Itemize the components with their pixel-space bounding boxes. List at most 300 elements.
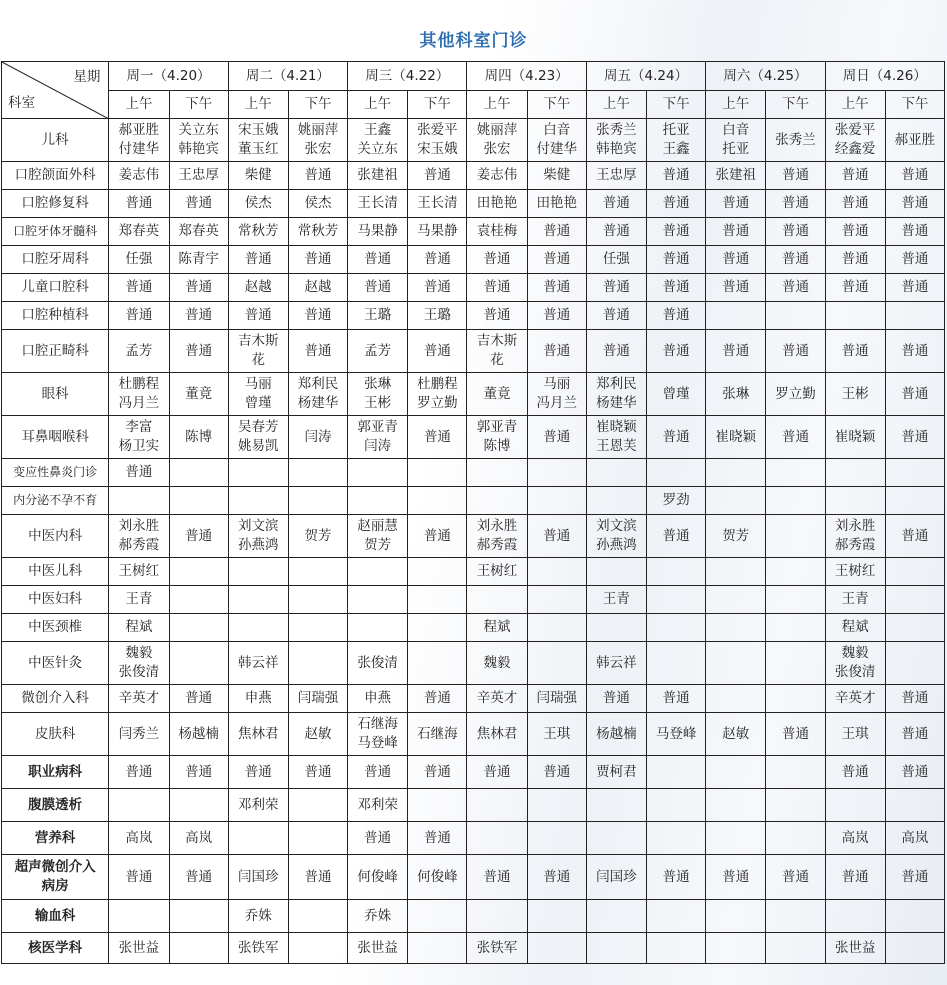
- doctor-name: 崔晓颖: [834, 428, 876, 445]
- doctor-name: 崔晓颖: [596, 419, 637, 435]
- doctor-name: 普通: [722, 251, 750, 267]
- doctor-name: 赵丽慧: [357, 518, 398, 534]
- schedule-cell: [467, 218, 527, 246]
- schedule-cell: [228, 330, 288, 373]
- doctor-name: 闫国珍: [238, 868, 279, 885]
- schedule-cell: [706, 190, 766, 218]
- schedule-row: [2, 162, 945, 190]
- schedule-cell: [169, 373, 228, 416]
- schedule-cell: [766, 586, 825, 614]
- doctor-name: 侯杰: [304, 195, 332, 211]
- doctor-name: 石继海: [417, 725, 458, 742]
- doctor-name: 刘永胜: [834, 518, 876, 534]
- schedule-cell: [647, 330, 706, 373]
- doctor-name: 郑春英: [118, 223, 160, 239]
- schedule-cell: [647, 789, 706, 822]
- schedule-cell: [706, 789, 766, 822]
- schedule-cell: [169, 586, 228, 614]
- schedule-cell: [825, 822, 885, 855]
- schedule-cell: [647, 642, 706, 685]
- schedule-cell: [706, 685, 766, 713]
- schedule-cell: [109, 900, 169, 933]
- doctor-name: 普通: [841, 195, 869, 211]
- schedule-cell: [647, 855, 706, 900]
- schedule-cell: [706, 558, 766, 586]
- schedule-cell: [408, 515, 467, 558]
- schedule-cell: [109, 855, 169, 900]
- schedule-cell: [169, 330, 228, 373]
- schedule-cell: [408, 713, 467, 756]
- schedule-row: [2, 614, 945, 642]
- schedule-cell: [408, 373, 467, 416]
- doctor-name: 高岚: [185, 829, 213, 846]
- schedule-cell: [228, 586, 288, 614]
- doctor-name: 王恩芙: [596, 438, 637, 454]
- doctor-name: 郝秀霞: [476, 537, 518, 553]
- doctor-name: 高岚: [901, 829, 929, 846]
- schedule-cell: [825, 515, 885, 558]
- schedule-cell: [169, 302, 228, 330]
- doctor-name: 普通: [364, 279, 392, 295]
- day-header: 周二（4.21）: [228, 62, 347, 91]
- schedule-cell: [527, 614, 586, 642]
- doctor-name: 普通: [781, 868, 809, 885]
- doctor-name: 吉木斯: [238, 333, 279, 349]
- doctor-name: 普通: [662, 342, 690, 359]
- doctor-name: 张琳: [722, 385, 750, 402]
- doctor-name: 普通: [781, 195, 809, 211]
- doctor-name: 乔姝: [364, 907, 392, 924]
- schedule-cell: [109, 487, 169, 515]
- schedule-cell: [288, 933, 347, 964]
- schedule-cell: [766, 246, 825, 274]
- schedule-cell: [228, 713, 288, 756]
- schedule-cell: [408, 162, 467, 190]
- dept-name: 内分泌不孕不育: [2, 487, 109, 515]
- schedule-cell: [228, 416, 288, 459]
- dept-name: 皮肤科: [2, 713, 109, 756]
- doctor-name: 闫瑞强: [297, 690, 339, 706]
- schedule-cell: [586, 586, 646, 614]
- doctor-name: 普通: [304, 868, 332, 885]
- schedule-cell: [766, 416, 825, 459]
- schedule-cell: [766, 190, 825, 218]
- schedule-cell: [408, 558, 467, 586]
- schedule-cell: [467, 933, 527, 964]
- dept-name: 营养科: [2, 822, 109, 855]
- doctor-name: 郑春英: [178, 223, 219, 239]
- doctor-name: 刘文滨: [238, 518, 279, 534]
- schedule-cell: [169, 713, 228, 756]
- schedule-cell: [467, 614, 527, 642]
- schedule-cell: [527, 900, 586, 933]
- schedule-cell: [348, 162, 408, 190]
- doctor-name: 宋玉娥: [417, 141, 458, 157]
- day-header: 周三（4.22）: [348, 62, 467, 91]
- schedule-cell: [348, 515, 408, 558]
- dept-name-line: 超声微创介入: [14, 859, 96, 875]
- schedule-cell: [228, 933, 288, 964]
- schedule-cell: [408, 933, 467, 964]
- doctor-name: 普通: [483, 307, 511, 323]
- doctor-name: 普通: [662, 195, 690, 211]
- doctor-name: 任强: [602, 251, 630, 267]
- doctor-name: 普通: [125, 279, 153, 295]
- doctor-name: 普通: [543, 763, 571, 780]
- doctor-name: 普通: [423, 428, 451, 445]
- schedule-cell: [169, 756, 228, 789]
- schedule-cell: [647, 459, 706, 487]
- doctor-name: 贾柯君: [596, 763, 637, 780]
- doctor-name: 托亚: [662, 122, 690, 138]
- schedule-cell: [766, 900, 825, 933]
- doctor-name: 杨卫实: [118, 438, 160, 454]
- schedule-cell: [467, 900, 527, 933]
- schedule-cell: [766, 515, 825, 558]
- schedule-cell: [706, 756, 766, 789]
- schedule-cell: [348, 274, 408, 302]
- doctor-name: 郝秀霞: [118, 537, 160, 553]
- dept-name: 腹膜透析: [2, 789, 109, 822]
- schedule-cell: [527, 416, 586, 459]
- schedule-cell: [348, 459, 408, 487]
- schedule-cell: [527, 586, 586, 614]
- doctor-name: 关立东: [178, 122, 219, 138]
- doctor-name: 普通: [781, 223, 809, 239]
- schedule-cell: [408, 789, 467, 822]
- doctor-name: 普通: [125, 763, 153, 780]
- schedule-cell: [885, 900, 944, 933]
- doctor-name: 王忠厚: [596, 167, 637, 183]
- schedule-cell: [766, 218, 825, 246]
- doctor-name: 张铁军: [476, 939, 518, 956]
- dept-name: 口腔正畸科: [2, 330, 109, 373]
- schedule-cell: [109, 713, 169, 756]
- schedule-row: [2, 246, 945, 274]
- schedule-table: [1, 61, 945, 964]
- schedule-cell: [169, 685, 228, 713]
- doctor-name: 普通: [185, 307, 213, 323]
- doctor-name: 白音: [543, 122, 571, 138]
- schedule-row: [2, 685, 945, 713]
- dept-name: 口腔牙体牙髓科: [2, 218, 109, 246]
- schedule-cell: [766, 713, 825, 756]
- doctor-name: 普通: [901, 725, 929, 742]
- doctor-name: 张世益: [118, 939, 160, 956]
- doctor-name: 普通: [423, 527, 451, 544]
- schedule-cell: [885, 162, 944, 190]
- afternoon-header: 下午: [766, 91, 825, 119]
- doctor-name: 王忠厚: [178, 167, 219, 183]
- schedule-cell: [527, 822, 586, 855]
- schedule-cell: [109, 162, 169, 190]
- schedule-cell: [527, 162, 586, 190]
- schedule-row: [2, 302, 945, 330]
- doctor-name: 张宏: [304, 141, 332, 157]
- doctor-name: 赵敏: [304, 725, 332, 742]
- schedule-cell: [228, 218, 288, 246]
- doctor-name: 杨建华: [297, 395, 339, 411]
- doctor-name: 曾瑾: [244, 395, 272, 411]
- doctor-name: 普通: [244, 763, 272, 780]
- schedule-cell: [706, 855, 766, 900]
- doctor-name: 王琪: [841, 725, 869, 742]
- doctor-name: 托亚: [722, 141, 750, 157]
- doctor-name: 王长清: [417, 195, 458, 211]
- schedule-cell: [706, 274, 766, 302]
- doctor-name: 普通: [901, 223, 929, 239]
- day-header: 周五（4.24）: [586, 62, 705, 91]
- doctor-name: 普通: [662, 868, 690, 885]
- doctor-name: 普通: [901, 527, 929, 544]
- doctor-name: 普通: [364, 763, 392, 780]
- schedule-cell: [169, 487, 228, 515]
- doctor-name: 王彬: [841, 385, 869, 402]
- schedule-cell: [527, 246, 586, 274]
- schedule-cell: [228, 756, 288, 789]
- doctor-name: 普通: [423, 167, 451, 183]
- schedule-cell: [228, 487, 288, 515]
- schedule-row: [2, 330, 945, 373]
- schedule-row: [2, 586, 945, 614]
- doctor-name: 普通: [901, 195, 929, 211]
- schedule-cell: [228, 119, 288, 162]
- morning-header: 上午: [228, 91, 288, 119]
- dept-name: 口腔修复科: [2, 190, 109, 218]
- schedule-cell: [348, 218, 408, 246]
- schedule-row: [2, 713, 945, 756]
- corner-weekday-label: 星期: [73, 69, 101, 85]
- schedule-cell: [647, 685, 706, 713]
- schedule-cell: [885, 330, 944, 373]
- doctor-name: 张宏: [483, 141, 511, 157]
- doctor-name: 辛英才: [118, 690, 160, 706]
- doctor-name: 杨建华: [596, 395, 637, 411]
- dept-name: 中医内科: [2, 515, 109, 558]
- schedule-cell: [228, 558, 288, 586]
- schedule-cell: [228, 789, 288, 822]
- doctor-name: 常秋芳: [297, 223, 339, 239]
- doctor-name: 普通: [901, 342, 929, 359]
- schedule-row: [2, 515, 945, 558]
- schedule-cell: [348, 416, 408, 459]
- schedule-cell: [647, 515, 706, 558]
- schedule-cell: [109, 558, 169, 586]
- corner-dept-label: 科室: [8, 95, 35, 111]
- schedule-cell: [228, 822, 288, 855]
- schedule-cell: [586, 330, 646, 373]
- doctor-name: 赵敏: [722, 725, 750, 742]
- schedule-cell: [228, 642, 288, 685]
- doctor-name: 普通: [125, 464, 153, 480]
- header-row-halves: [2, 91, 945, 119]
- schedule-cell: [647, 373, 706, 416]
- schedule-cell: [408, 330, 467, 373]
- schedule-cell: [467, 373, 527, 416]
- schedule-row: [2, 119, 945, 162]
- schedule-cell: [586, 855, 646, 900]
- doctor-name: 普通: [901, 385, 929, 402]
- schedule-cell: [586, 373, 646, 416]
- schedule-cell: [288, 614, 347, 642]
- doctor-name: 普通: [662, 428, 690, 445]
- doctor-name: 普通: [304, 342, 332, 359]
- doctor-name: 姜志伟: [476, 167, 518, 183]
- schedule-cell: [706, 933, 766, 964]
- schedule-cell: [467, 119, 527, 162]
- schedule-cell: [408, 218, 467, 246]
- schedule-cell: [766, 487, 825, 515]
- doctor-name: 普通: [841, 868, 869, 885]
- dept-name: 职业病科: [2, 756, 109, 789]
- doctor-name: 普通: [602, 690, 630, 706]
- schedule-cell: [228, 302, 288, 330]
- schedule-cell: [527, 789, 586, 822]
- doctor-name: 张世益: [834, 939, 876, 956]
- doctor-name: 普通: [304, 307, 332, 323]
- schedule-cell: [885, 373, 944, 416]
- doctor-name: 张俊清: [834, 664, 876, 680]
- schedule-cell: [467, 416, 527, 459]
- schedule-cell: [885, 515, 944, 558]
- doctor-name: 辛英才: [834, 690, 876, 706]
- schedule-cell: [766, 933, 825, 964]
- schedule-cell: [885, 246, 944, 274]
- schedule-cell: [825, 218, 885, 246]
- schedule-cell: [586, 218, 646, 246]
- schedule-cell: [706, 162, 766, 190]
- schedule-cell: [825, 190, 885, 218]
- schedule-cell: [647, 756, 706, 789]
- schedule-cell: [408, 642, 467, 685]
- schedule-cell: [467, 190, 527, 218]
- doctor-name: 田艳艳: [536, 195, 577, 211]
- doctor-name: 普通: [901, 167, 929, 183]
- schedule-cell: [228, 459, 288, 487]
- schedule-cell: [408, 190, 467, 218]
- morning-header: 上午: [825, 91, 885, 119]
- schedule-cell: [109, 459, 169, 487]
- schedule-row: [2, 855, 945, 900]
- schedule-cell: [348, 246, 408, 274]
- schedule-cell: [348, 330, 408, 373]
- schedule-row: [2, 900, 945, 933]
- schedule-cell: [109, 933, 169, 964]
- schedule-cell: [527, 218, 586, 246]
- schedule-cell: [288, 190, 347, 218]
- dept-name: 耳鼻咽喉科: [2, 416, 109, 459]
- morning-header: 上午: [706, 91, 766, 119]
- schedule-cell: [885, 119, 944, 162]
- dept-name: 输血科: [2, 900, 109, 933]
- schedule-cell: [408, 685, 467, 713]
- schedule-cell: [586, 558, 646, 586]
- doctor-name: 郝亚胜: [894, 131, 936, 148]
- doctor-name: 普通: [722, 223, 750, 239]
- schedule-cell: [288, 373, 347, 416]
- doctor-name: 邓利荣: [238, 796, 279, 813]
- schedule-cell: [288, 713, 347, 756]
- schedule-cell: [169, 190, 228, 218]
- schedule-cell: [706, 586, 766, 614]
- schedule-cell: [586, 274, 646, 302]
- schedule-cell: [467, 558, 527, 586]
- doctor-name: 陈博: [185, 428, 213, 445]
- doctor-name: 花: [490, 352, 504, 368]
- doctor-name: 普通: [841, 167, 869, 183]
- doctor-name: 普通: [841, 251, 869, 267]
- doctor-name: 闫国珍: [596, 868, 637, 885]
- schedule-cell: [825, 789, 885, 822]
- doctor-name: 李富: [125, 419, 153, 435]
- doctor-name: 何俊峰: [417, 868, 458, 885]
- schedule-cell: [527, 855, 586, 900]
- doctor-name: 普通: [244, 251, 272, 267]
- schedule-cell: [825, 933, 885, 964]
- doctor-name: 王树红: [118, 563, 160, 579]
- doctor-name: 杜鹏程: [417, 376, 458, 392]
- schedule-cell: [647, 614, 706, 642]
- schedule-cell: [408, 756, 467, 789]
- schedule-cell: [109, 373, 169, 416]
- doctor-name: 姚丽萍: [297, 122, 339, 138]
- schedule-cell: [288, 459, 347, 487]
- schedule-cell: [348, 900, 408, 933]
- doctor-name: 郑利民: [596, 376, 637, 392]
- schedule-cell: [825, 756, 885, 789]
- doctor-name: 普通: [185, 527, 213, 544]
- doctor-name: 韩艳宾: [596, 141, 637, 157]
- dept-name: 微创介入科: [2, 685, 109, 713]
- schedule-cell: [766, 642, 825, 685]
- dept-name: 口腔种植科: [2, 302, 109, 330]
- doctor-name: 普通: [423, 690, 451, 706]
- schedule-cell: [109, 119, 169, 162]
- schedule-cell: [169, 822, 228, 855]
- dept-name: 中医颈椎: [2, 614, 109, 642]
- schedule-cell: [586, 515, 646, 558]
- doctor-name: 张秀兰: [596, 122, 637, 138]
- schedule-cell: [288, 900, 347, 933]
- doctor-name: 马果静: [357, 223, 398, 239]
- doctor-name: 刘永胜: [476, 518, 518, 534]
- schedule-cell: [169, 162, 228, 190]
- schedule-cell: [647, 822, 706, 855]
- doctor-name: 魏毅: [125, 645, 153, 661]
- doctor-name: 张俊清: [357, 654, 398, 671]
- doctor-name: 普通: [722, 868, 750, 885]
- doctor-name: 普通: [185, 279, 213, 295]
- schedule-cell: [348, 642, 408, 685]
- schedule-cell: [109, 756, 169, 789]
- schedule-cell: [586, 822, 646, 855]
- doctor-name: 郭亚青: [476, 419, 518, 435]
- schedule-cell: [109, 190, 169, 218]
- schedule-cell: [885, 586, 944, 614]
- schedule-cell: [348, 756, 408, 789]
- doctor-name: 普通: [423, 342, 451, 359]
- schedule-cell: [527, 459, 586, 487]
- schedule-cell: [288, 642, 347, 685]
- afternoon-header: 下午: [288, 91, 347, 119]
- doctor-name: 普通: [185, 342, 213, 359]
- doctor-name: 侯杰: [244, 195, 272, 211]
- schedule-cell: [766, 373, 825, 416]
- schedule-cell: [467, 330, 527, 373]
- schedule-cell: [109, 614, 169, 642]
- doctor-name: 普通: [901, 763, 929, 780]
- schedule-cell: [586, 416, 646, 459]
